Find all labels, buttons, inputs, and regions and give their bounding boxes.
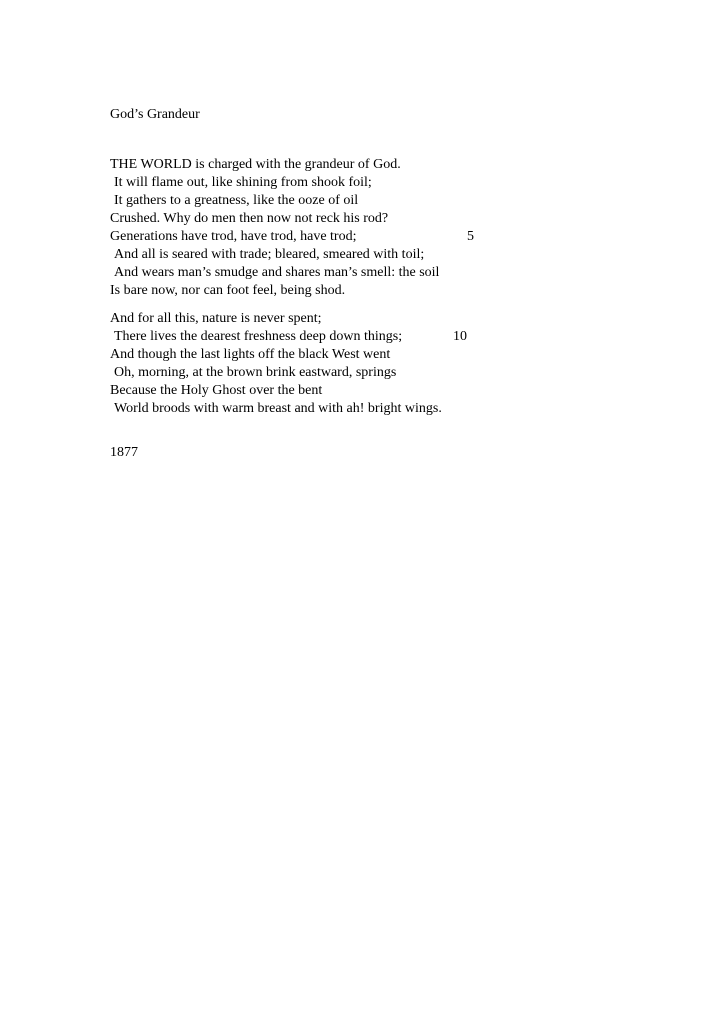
poem-line-14: World broods with warm breast and with ah! bright wings. [114,401,442,416]
poem-line-10: There lives the dearest freshness deep down things; [114,329,403,344]
poem-line-3: It gathers to a greatness, like the ooze of oil [114,193,359,208]
poem-line-9: And for all this, nature is never spent; [110,311,322,326]
poem-line-8: Is bare now, nor can foot feel, being shod. [110,283,346,298]
poem-line-4: Crushed. Why do men then now not reck his rod? [110,211,389,226]
publication-year: 1877 [110,445,138,460]
poem-line-1: THE WORLD is charged with the grandeur of God. [110,157,401,172]
poem-line-7: And wears man’s smudge and shares man’s smell: the soil [114,265,440,280]
poem-line-6: And all is seared with trade; bleared, smeared with toil; [114,247,425,262]
poem-line-13: Because the Holy Ghost over the bent [110,383,323,398]
poem-line-2: It will flame out, like shining from shook foil; [114,175,372,190]
poem-line-11: And though the last lights off the black West went [110,347,391,362]
line-number-5: 5 [467,229,474,244]
poem-title: God’s Grandeur [110,107,200,122]
poem-line-5: Generations have trod, have trod, have trod; [110,229,357,244]
line-number-10: 10 [453,329,467,344]
poem-line-12: Oh, morning, at the brown brink eastward, springs [114,365,397,380]
